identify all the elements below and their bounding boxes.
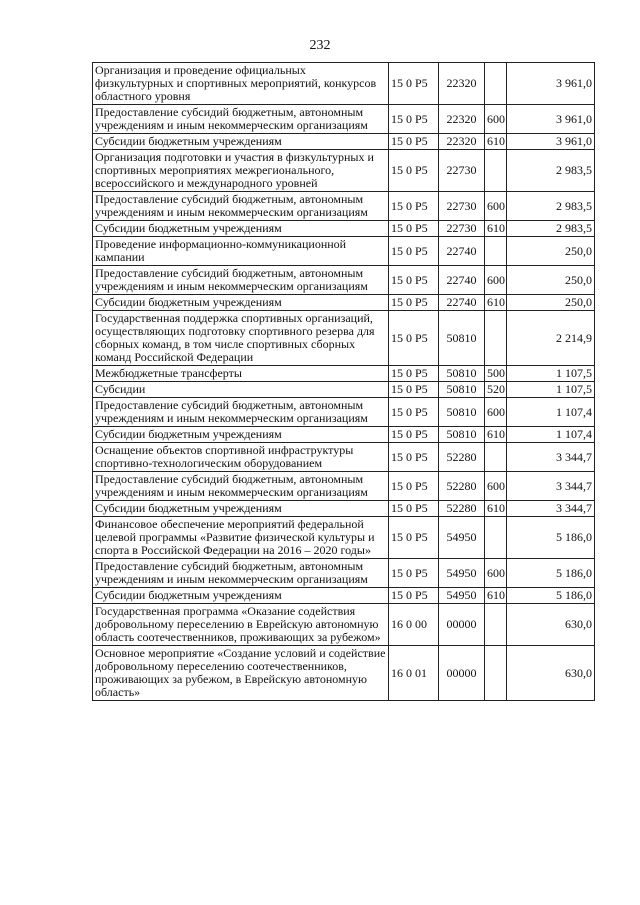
amount-cell: 1 107,5 [507, 382, 595, 398]
target-article-cell: 15 0 Р5 [389, 472, 439, 501]
expense-type-cell [485, 63, 507, 105]
target-article-cell: 15 0 Р5 [389, 63, 439, 105]
table-row [93, 237, 595, 266]
amount-cell: 2 983,5 [507, 221, 595, 237]
expense-type-cell: 610 [485, 295, 507, 311]
budget-table-body [93, 63, 595, 701]
direction-code-cell: 50810 [439, 398, 485, 427]
expense-type-cell [485, 517, 507, 559]
table-row [93, 63, 595, 105]
amount-cell: 5 186,0 [507, 559, 595, 588]
expense-type-cell: 610 [485, 134, 507, 150]
table-row [93, 588, 595, 604]
direction-code-cell: 22730 [439, 150, 485, 192]
amount-cell: 3 961,0 [507, 134, 595, 150]
table-row [93, 105, 595, 134]
expense-type-cell [485, 604, 507, 646]
expense-type-cell: 520 [485, 382, 507, 398]
budget-table [92, 62, 595, 701]
amount-cell: 5 186,0 [507, 588, 595, 604]
amount-cell: 250,0 [507, 295, 595, 311]
direction-code-cell: 00000 [439, 646, 485, 701]
expense-type-cell [485, 646, 507, 701]
target-article-cell: 15 0 Р5 [389, 266, 439, 295]
table-row [93, 134, 595, 150]
expense-type-cell: 500 [485, 366, 507, 382]
expense-type-cell [485, 311, 507, 366]
amount-cell: 2 983,5 [507, 192, 595, 221]
direction-code-cell: 22320 [439, 134, 485, 150]
direction-code-cell: 22740 [439, 237, 485, 266]
target-article-cell: 16 0 01 [389, 646, 439, 701]
expense-name-cell: Субсидии бюджетным учреждениям [93, 295, 389, 311]
target-article-cell: 16 0 00 [389, 604, 439, 646]
direction-code-cell: 52280 [439, 501, 485, 517]
table-row [93, 221, 595, 237]
target-article-cell: 15 0 Р5 [389, 501, 439, 517]
table-row [93, 150, 595, 192]
table-row [93, 427, 595, 443]
direction-code-cell: 52280 [439, 472, 485, 501]
target-article-cell: 15 0 Р5 [389, 105, 439, 134]
amount-cell: 3 344,7 [507, 501, 595, 517]
amount-cell: 2 214,9 [507, 311, 595, 366]
amount-cell: 250,0 [507, 237, 595, 266]
expense-name-cell: Предоставление субсидий бюджетным, автономным учреждениям и иным некоммерческим организациям [93, 472, 389, 501]
expense-type-cell [485, 443, 507, 472]
table-row [93, 517, 595, 559]
expense-name-cell: Субсидии бюджетным учреждениям [93, 588, 389, 604]
expense-type-cell: 610 [485, 221, 507, 237]
table-row [93, 192, 595, 221]
target-article-cell: 15 0 Р5 [389, 443, 439, 472]
amount-cell: 1 107,4 [507, 427, 595, 443]
expense-type-cell [485, 150, 507, 192]
target-article-cell: 15 0 Р5 [389, 221, 439, 237]
expense-type-cell: 600 [485, 266, 507, 295]
target-article-cell: 15 0 Р5 [389, 192, 439, 221]
expense-type-cell: 600 [485, 559, 507, 588]
amount-cell: 5 186,0 [507, 517, 595, 559]
table-row [93, 266, 595, 295]
target-article-cell: 15 0 Р5 [389, 398, 439, 427]
target-article-cell: 15 0 Р5 [389, 517, 439, 559]
expense-name-cell: Субсидии бюджетным учреждениям [93, 427, 389, 443]
expense-name-cell: Предоставление субсидий бюджетным, автономным учреждениям и иным некоммерческим организациям [93, 192, 389, 221]
expense-type-cell: 610 [485, 427, 507, 443]
expense-type-cell [485, 237, 507, 266]
direction-code-cell: 22740 [439, 266, 485, 295]
amount-cell: 1 107,5 [507, 366, 595, 382]
target-article-cell: 15 0 Р5 [389, 311, 439, 366]
target-article-cell: 15 0 Р5 [389, 559, 439, 588]
expense-type-cell: 600 [485, 398, 507, 427]
target-article-cell: 15 0 Р5 [389, 382, 439, 398]
amount-cell: 2 983,5 [507, 150, 595, 192]
table-row [93, 501, 595, 517]
expense-name-cell: Субсидии [93, 382, 389, 398]
target-article-cell: 15 0 Р5 [389, 134, 439, 150]
expense-name-cell: Организация подготовки и участия в физкультурных и спортивных мероприятиях межрегионального, всероссийского и международного уровней [93, 150, 389, 192]
direction-code-cell: 54950 [439, 588, 485, 604]
direction-code-cell: 52280 [439, 443, 485, 472]
table-row [93, 646, 595, 701]
direction-code-cell: 54950 [439, 559, 485, 588]
expense-name-cell: Субсидии бюджетным учреждениям [93, 501, 389, 517]
expense-name-cell: Межбюджетные трансферты [93, 366, 389, 382]
expense-type-cell: 600 [485, 105, 507, 134]
table-row [93, 604, 595, 646]
expense-name-cell: Субсидии бюджетным учреждениям [93, 134, 389, 150]
amount-cell: 3 344,7 [507, 472, 595, 501]
target-article-cell: 15 0 Р5 [389, 588, 439, 604]
expense-name-cell: Предоставление субсидий бюджетным, автономным учреждениям и иным некоммерческим организациям [93, 559, 389, 588]
expense-name-cell: Субсидии бюджетным учреждениям [93, 221, 389, 237]
table-row [93, 366, 595, 382]
target-article-cell: 15 0 Р5 [389, 237, 439, 266]
direction-code-cell: 50810 [439, 382, 485, 398]
direction-code-cell: 50810 [439, 366, 485, 382]
table-row [93, 443, 595, 472]
direction-code-cell: 50810 [439, 427, 485, 443]
expense-name-cell: Предоставление субсидий бюджетным, автономным учреждениям и иным некоммерческим организациям [93, 266, 389, 295]
target-article-cell: 15 0 Р5 [389, 295, 439, 311]
table-row [93, 382, 595, 398]
expense-name-cell: Государственная поддержка спортивных организаций, осуществляющих подготовку спортивного резерва для сборных команд, в том числе спортивных сборных команд Российской Федерации [93, 311, 389, 366]
direction-code-cell: 00000 [439, 604, 485, 646]
expense-type-cell: 600 [485, 192, 507, 221]
target-article-cell: 15 0 Р5 [389, 366, 439, 382]
table-row [93, 398, 595, 427]
amount-cell: 1 107,4 [507, 398, 595, 427]
expense-type-cell: 600 [485, 472, 507, 501]
target-article-cell: 15 0 Р5 [389, 427, 439, 443]
expense-name-cell: Проведение информационно-коммуникационной кампании [93, 237, 389, 266]
target-article-cell: 15 0 Р5 [389, 150, 439, 192]
expense-name-cell: Организация и проведение официальных физкультурных и спортивных мероприятий, конкурсов областного уровня [93, 63, 389, 105]
amount-cell: 3 961,0 [507, 63, 595, 105]
expense-name-cell: Государственная программа «Оказание содействия добровольному переселению в Еврейскую автономную область соотечественников, проживающих за рубежом» [93, 604, 389, 646]
expense-name-cell: Предоставление субсидий бюджетным, автономным учреждениям и иным некоммерческим организациям [93, 105, 389, 134]
amount-cell: 630,0 [507, 604, 595, 646]
direction-code-cell: 22320 [439, 105, 485, 134]
table-row [93, 295, 595, 311]
direction-code-cell: 22320 [439, 63, 485, 105]
amount-cell: 630,0 [507, 646, 595, 701]
expense-type-cell: 610 [485, 501, 507, 517]
amount-cell: 3 961,0 [507, 105, 595, 134]
table-row [93, 472, 595, 501]
page-number: 232 [309, 38, 331, 53]
direction-code-cell: 50810 [439, 311, 485, 366]
amount-cell: 250,0 [507, 266, 595, 295]
direction-code-cell: 22740 [439, 295, 485, 311]
table-row [93, 311, 595, 366]
direction-code-cell: 22730 [439, 192, 485, 221]
table-row [93, 559, 595, 588]
expense-type-cell: 610 [485, 588, 507, 604]
amount-cell: 3 344,7 [507, 443, 595, 472]
direction-code-cell: 54950 [439, 517, 485, 559]
expense-name-cell: Основное мероприятие «Создание условий и содействие добровольному переселению соотечественников, проживающих за рубежом, в Еврейскую автономную область» [93, 646, 389, 701]
expense-name-cell: Оснащение объектов спортивной инфраструктуры спортивно-технологическим оборудованием [93, 443, 389, 472]
expense-name-cell: Финансовое обеспечение мероприятий федеральной целевой программы «Развитие физической культуры и спорта в Российской Федерации на 2016 – 2020 годы» [93, 517, 389, 559]
direction-code-cell: 22730 [439, 221, 485, 237]
expense-name-cell: Предоставление субсидий бюджетным, автономным учреждениям и иным некоммерческим организациям [93, 398, 389, 427]
